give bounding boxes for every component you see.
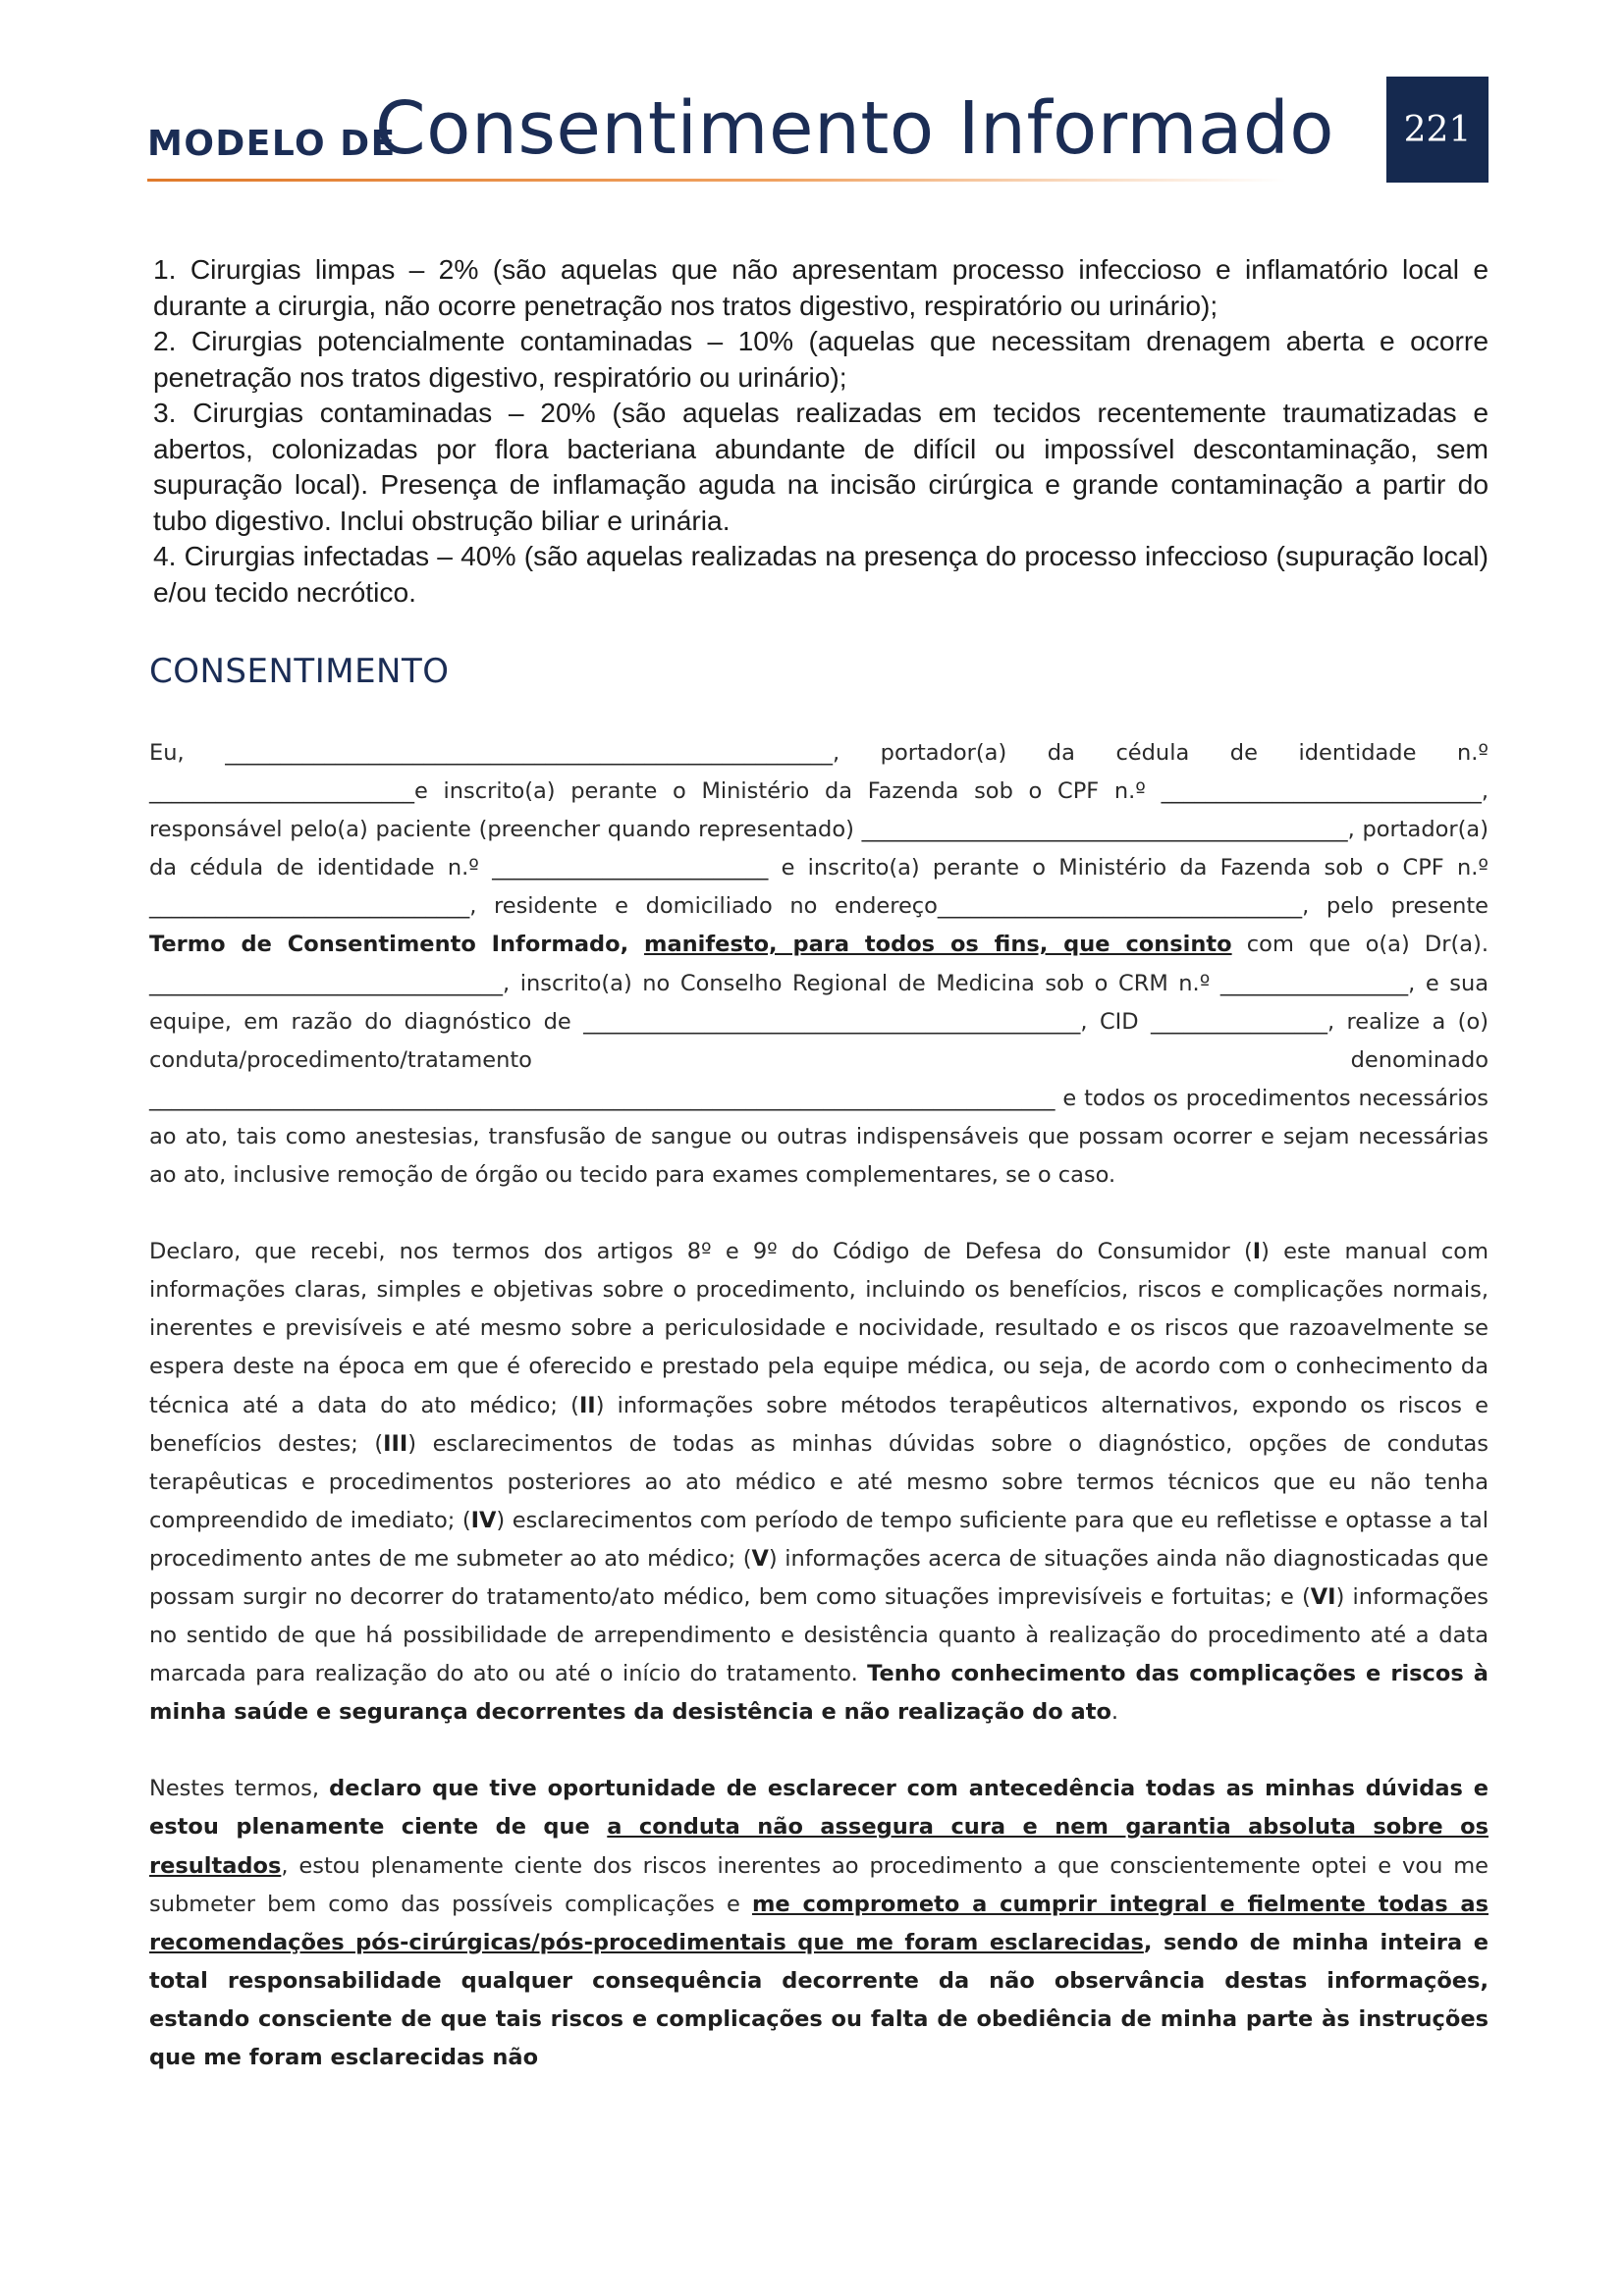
declaration-text: ) informações sobre métodos terapêuticos alternativos, expondo os riscos e benefícios destes; (: [149, 1392, 1489, 1457]
header-prefix: MODELO DE: [147, 124, 397, 164]
list-item: 4. Cirurgias infectadas – 40% (são aquelas realizadas na presença do processo infeccioso (supuração local) e/ou tecido necrótico.: [153, 540, 1489, 608]
terms-bold: declaro que tive oportunidade de esclarecer com antecedência todas as minhas dúvidas e estou plenamente ciente de que: [149, 1776, 1489, 1841]
consent-term-bold: Termo de Consentimento Informado,: [149, 932, 645, 958]
consent-manifest-underlined: manifesto, para todos os fins, que consinto: [644, 932, 1232, 958]
terms-text: Nestes termos,: [149, 1776, 330, 1802]
declaration-paragraph: [149, 1233, 1489, 1732]
declaration-bold-statement: Tenho conhecimento das complicações e riscos à minha saúde e segurança decorrentes da desistência e não realização do ato: [149, 1661, 1489, 1726]
roman-numeral: V: [751, 1545, 769, 1572]
terms-bold: , sendo de minha inteira e total responsabilidade qualquer consequência decorrente da não observância destas informações, estando consciente de que tais riscos e complicações ou falta de obediência de minha parte às instruções que me foram esclarecidas não: [149, 1929, 1489, 2070]
declaration-text: ) esclarecimentos de todas as minhas dúvidas sobre o diagnóstico, opções de condutas terapêuticas e procedimentos posteriores ao ato médico e até mesmo sobre termos técnicos que eu não tenha compreendido de imediato; (: [149, 1430, 1489, 1533]
consent-text: Eu, _______________________________________________________, portador(a) da cédula de identidade n.º ________________________e inscrito(a) perante o Ministério da Fazenda sob o CPF n.º _____________________________, responsável pelo(a) paciente (preencher quando representado) ____________________________________________, portador(a) da cédula de identidade n.º _________________________ e inscrito(a) perante o Ministério da Fazenda sob o CPF n.º _____________________________, residente e domiciliado no endereço_________________________________, pelo presente: [149, 740, 1489, 920]
document-body: [149, 734, 1489, 2077]
header-title: Consentimento Informado: [375, 86, 1335, 171]
declaration-text: Declaro, que recebi, nos termos dos artigos 8º e 9º do Código de Defesa do Consumidor (: [149, 1239, 1253, 1265]
terms-text: , estou plenamente ciente dos riscos inerentes ao procedimento a que conscientemente optei e vou me submeter bem como das possíveis complicações e: [149, 1852, 1489, 1917]
terms-bold-underlined: a conduta não assegura cura e nem garantia absoluta sobre os resultados: [149, 1814, 1489, 1879]
terms-bold-underlined: me comprometo a cumprir integral e fielmente todas as recomendações pós-cirúrgicas/pós-procedimentais que me foram esclarecidas: [149, 1891, 1489, 1955]
declaration-text: .: [1110, 1699, 1119, 1726]
declaration-text: ) informações acerca de situações ainda não diagnosticadas que possam surgir no decorrer do tratamento/ato médico, bem como situações imprevisíveis e fortuitas; e (: [149, 1545, 1489, 1610]
surgery-classification-list: [153, 251, 1489, 610]
consent-text: com que o(a) Dr(a). ________________________________, inscrito(a) no Conselho Regional de Medicina sob o CRM n.º _________________, e sua equipe, em razão do diagnóstico de _____________________________________________, CID ________________, realize a (o) conduta/procedimento/tratamento denominado __________________________________________________________________________________ e todos os procedimentos necessários ao ato, tais como anestesias, transfusão de sangue ou outras indispensáveis que possam ocorrer e sejam necessárias ao ato, inclusive remoção de órgão ou tecido para exames complementares, se o caso.: [149, 932, 1489, 1189]
page-header: [147, 77, 1483, 185]
roman-numeral: II: [578, 1392, 596, 1418]
declaration-text: ) este manual com informações claras, simples e objetivas sobre o procedimento, incluindo os benefícios, riscos e complicações normais, inerentes e previsíveis e até mesmo sobre a periculosidade e nocividade, resultado e os riscos que razoavelmente se espera deste na época em que é oferecido e prestado pela equipe médica, ou seja, de acordo com o conhecimento da técnica até a data do ato médico; (: [149, 1239, 1489, 1418]
section-title: CONSENTIMENTO: [149, 652, 450, 691]
header-divider: [147, 179, 1286, 182]
roman-numeral: III: [383, 1430, 408, 1457]
list-item: 1. Cirurgias limpas – 2% (são aquelas que não apresentam processo infeccioso e inflamatório local e durante a cirurgia, não ocorre penetração nos tratos digestivo, respiratório ou urinário);: [153, 253, 1489, 321]
page-number-badge: 221: [1386, 77, 1489, 183]
declaration-text: ) esclarecimentos com período de tempo suficiente para que eu refletisse e optasse a tal procedimento antes de me submeter ao ato médico; (: [149, 1507, 1489, 1572]
roman-numeral: IV: [470, 1507, 497, 1533]
list-item: 2. Cirurgias potencialmente contaminadas – 10% (aquelas que necessitam drenagem aberta e ocorre penetração nos tratos digestivo, respiratório ou urinário);: [153, 325, 1489, 393]
consent-form-paragraph: [149, 734, 1489, 1195]
roman-numeral: VI: [1310, 1583, 1336, 1610]
roman-numeral: I: [1252, 1239, 1262, 1265]
declaration-text: ) informações no sentido de que há possibilidade de arrependimento e desistência quanto à realização do procedimento até a data marcada para realização do ato ou até o início do tratamento.: [149, 1583, 1489, 1687]
terms-paragraph: [149, 1770, 1489, 2077]
list-item: 3. Cirurgias contaminadas – 20% (são aquelas realizadas em tecidos recentemente traumatizadas e abertos, colonizadas por flora bacteriana abundante de difícil ou impossível descontaminação, sem supuração local). Presença de inflamação aguda na incisão cirúrgica e grande contaminação a partir do tubo digestivo. Inclui obstrução biliar e urinária.: [153, 397, 1489, 536]
